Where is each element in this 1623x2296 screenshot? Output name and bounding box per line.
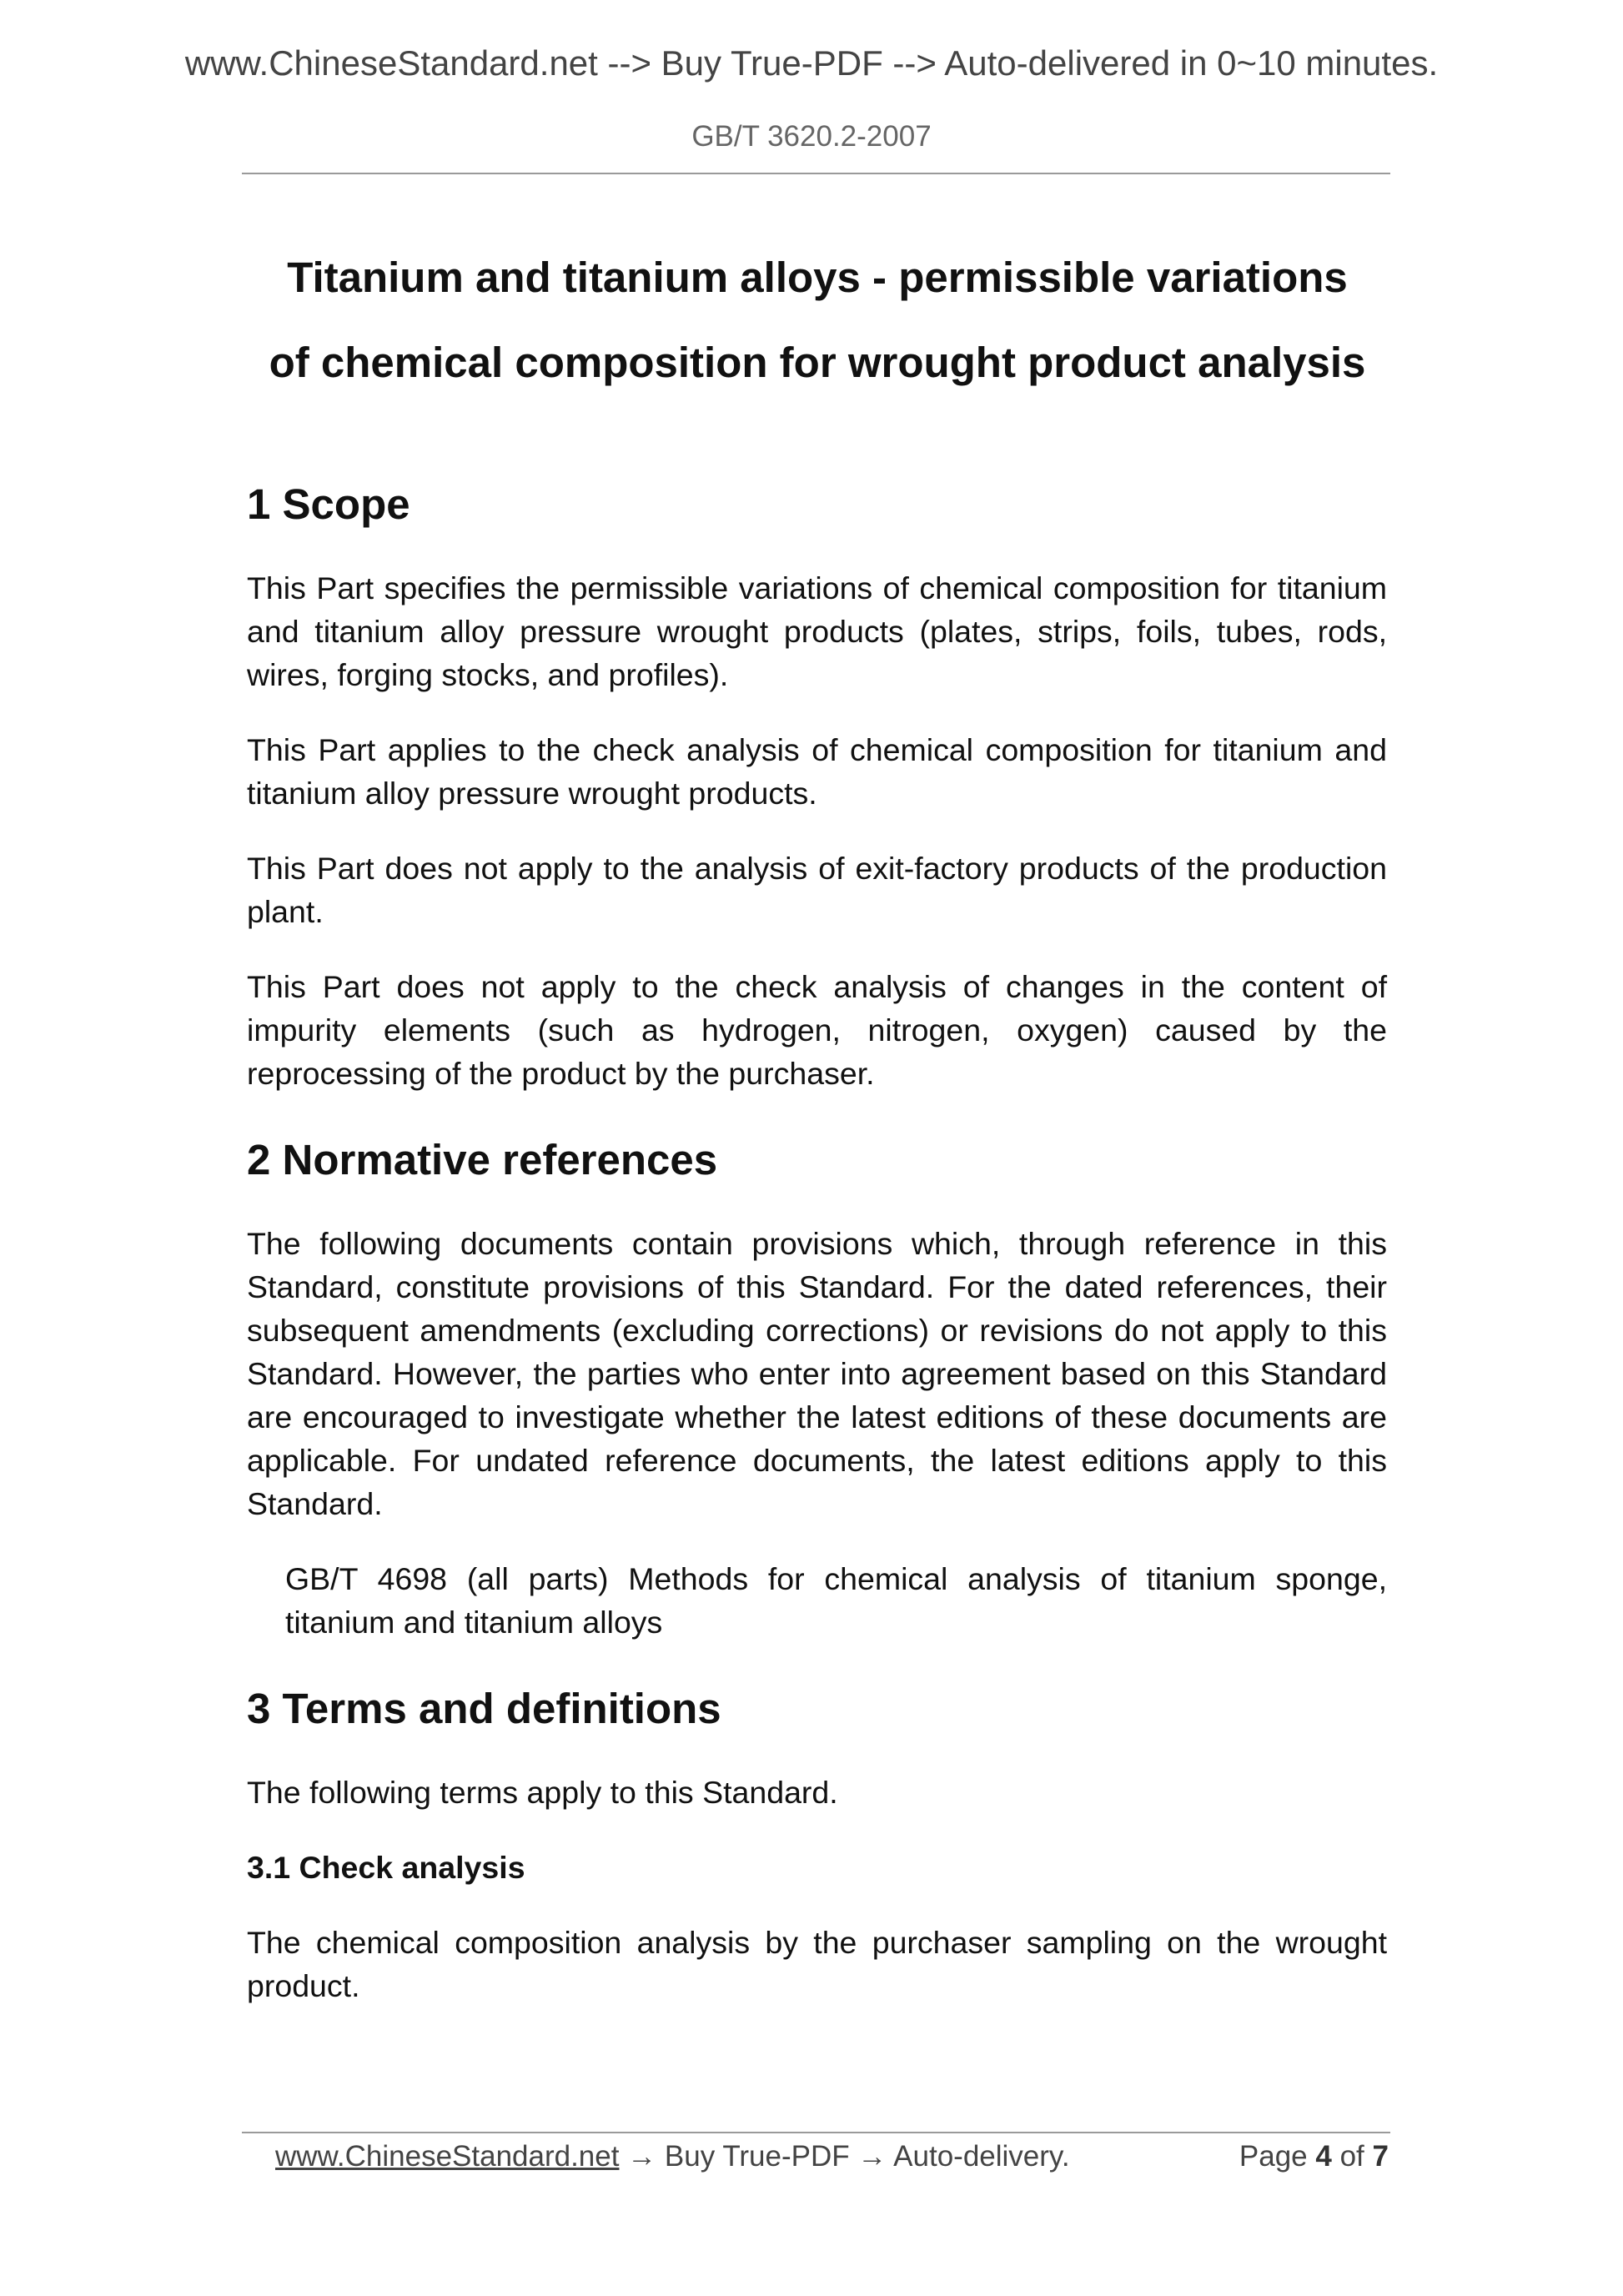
footer-divider [242,2132,1390,2133]
terms-intro: The following terms apply to this Standard. [247,1775,838,1810]
page-indicator [1239,2135,1389,2178]
page-label: Page [1239,2140,1308,2173]
page-of: of [1339,2140,1364,2173]
title-line-1: Titanium and titanium alloys - permissible variations [287,254,1348,301]
normative-paragraph: The following documents contain provisions which, through reference in this Standard, constitute provisions of this Standard. For the dated references, their subsequent amendments (excluding corrections) or revisions do not apply to this Standard. However, the parties who enter into agreement based on this Standard are encouraged to investigate whether the latest editions of these documents are applicable. For undated reference documents, the latest editions apply to this Standard. [247,1226,1387,1521]
footer-site-link[interactable]: www.ChineseStandard.net [275,2140,620,2173]
document-title [209,235,1426,405]
page-footer [275,2135,1389,2178]
title-line-2: of chemical composition for wrought product analysis [269,339,1366,386]
standard-code: GB/T 3620.2-2007 [691,120,932,153]
section-heading-normative-references: 2 Normative references [247,1136,718,1183]
page-total: 7 [1372,2140,1389,2173]
document-body [247,471,1387,2007]
section-heading-terms-definitions: 3 Terms and definitions [247,1685,721,1732]
section-heading-scope: 1 Scope [247,480,410,528]
scope-paragraph: This Part does not apply to the analysis of exit-factory products of the production plant. [247,851,1387,929]
scope-paragraph: This Part applies to the check analysis of chemical composition for titanium and titanium alloy pressure wrought products. [247,732,1387,811]
reference-entry: GB/T 4698 (all parts) Methods for chemical analysis of titanium sponge, titanium and titanium alloys [285,1561,1387,1640]
header-divider [242,173,1390,174]
page-current: 4 [1315,2140,1332,2173]
definition-paragraph: The chemical composition analysis by the purchaser sampling on the wrought product. [247,1925,1387,2003]
scope-paragraph: This Part specifies the permissible variations of chemical composition for titanium and titanium alloy pressure wrought products (plates, strips, foils, tubes, rods, wires, forging stocks, and profiles). [247,570,1387,692]
scope-paragraph: This Part does not apply to the check analysis of changes in the content of impurity elements (such as hydrogen, nitrogen, oxygen) caused by the reprocessing of the product by the purchaser. [247,969,1387,1091]
site-banner: www.ChineseStandard.net --> Buy True-PDF --> Auto-delivered in 0~10 minutes. [184,43,1439,83]
subsection-heading-check-analysis: 3.1 Check analysis [247,1850,525,1885]
footer-tagline: → Buy True-PDF → Auto-delivery. [619,2140,1070,2173]
